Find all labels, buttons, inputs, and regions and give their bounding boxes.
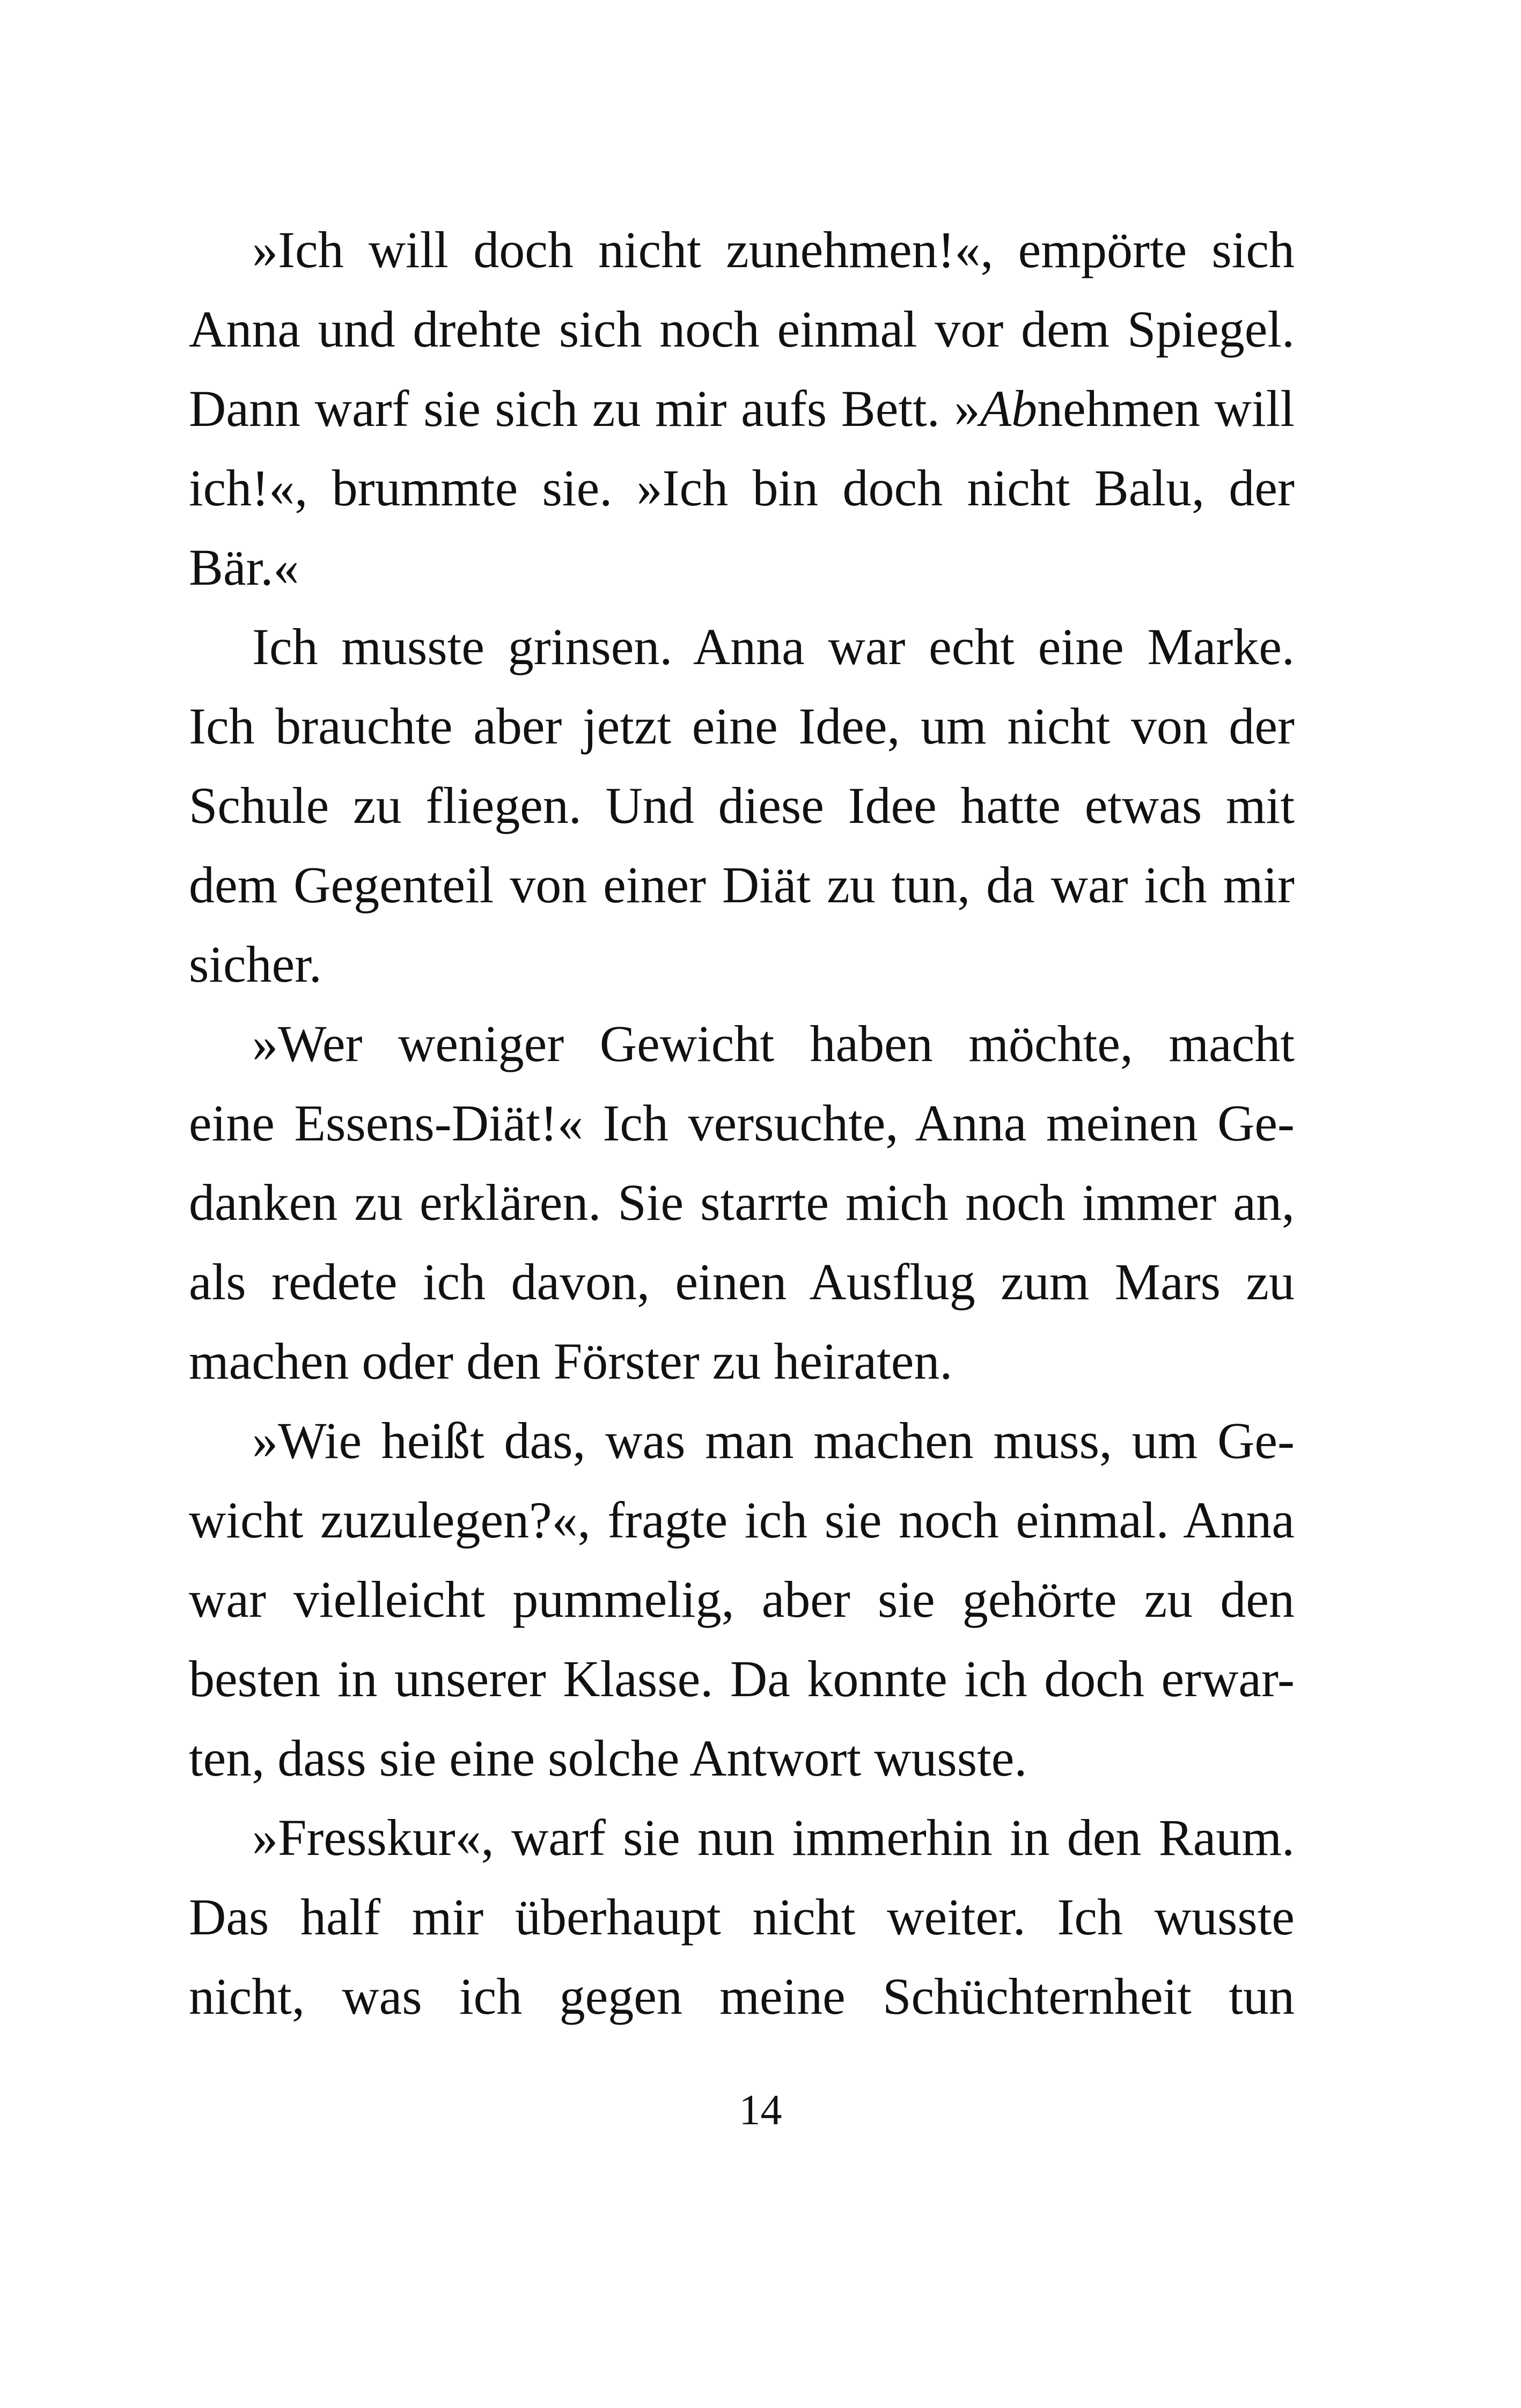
emphasized-text: Ab [980, 380, 1038, 437]
text-line: danken zu erklären. Sie starrte mich noch immer an, [189, 1174, 1295, 1231]
text-line: Schule zu fliegen. Und diese Idee hatte etwas mit [189, 777, 1295, 834]
body-text [189, 210, 1295, 2036]
paragraph-2 [189, 607, 1295, 1004]
text-line: Anna und drehte sich noch einmal vor dem Spiegel. [189, 300, 1295, 358]
text-line: Bär.« [189, 539, 299, 596]
text-line: ich!«, brummte sie. »Ich bin doch nicht Balu, der [189, 459, 1295, 517]
page-number: 14 [739, 2087, 782, 2134]
text-segment: nehmen will [1037, 380, 1295, 437]
text-line: »Fresskur«, warf sie nun immerhin in den Raum. [252, 1809, 1295, 1866]
text-line: Ich musste grinsen. Anna war echt eine Marke. [252, 618, 1295, 675]
text-line: besten in unserer Klasse. Da konnte ich doch erwar- [189, 1650, 1295, 1707]
text-line: eine Essens-Diät!« Ich versuchte, Anna meinen Ge- [189, 1094, 1295, 1152]
text-line: dem Gegenteil von einer Diät zu tun, da war ich mir [189, 856, 1295, 914]
paragraph-1 [189, 210, 1295, 607]
text-line: machen oder den Förster zu heiraten. [189, 1332, 953, 1390]
text-line: Das half mir überhaupt nicht weiter. Ich wusste [189, 1888, 1295, 1946]
text-line [189, 369, 1295, 448]
text-segment: Dann warf sie sich zu mir aufs Bett. » [189, 380, 980, 437]
text-line: sicher. [189, 936, 322, 993]
text-line: wicht zuzulegen?«, fragte ich sie noch einmal. Anna [189, 1491, 1295, 1549]
text-line: nicht, was ich gegen meine Schüchternheit tun [189, 1968, 1295, 2025]
text-line: ten, dass sie eine solche Antwort wusste. [189, 1729, 1027, 1787]
paragraph-5 [189, 1798, 1295, 2036]
paragraph-3 [189, 1004, 1295, 1401]
text-line: »Wie heißt das, was man machen muss, um Ge- [252, 1412, 1295, 1469]
paragraph-4 [189, 1401, 1295, 1798]
text-line: war vielleicht pummelig, aber sie gehörte zu den [189, 1571, 1295, 1628]
text-line: »Ich will doch nicht zunehmen!«, empörte sich [252, 221, 1295, 278]
text-line: Ich brauchte aber jetzt eine Idee, um nicht von der [189, 697, 1295, 755]
text-line: »Wer weniger Gewicht haben möchte, macht [252, 1015, 1295, 1072]
text-line: als redete ich davon, einen Ausflug zum Mars zu [189, 1253, 1295, 1310]
